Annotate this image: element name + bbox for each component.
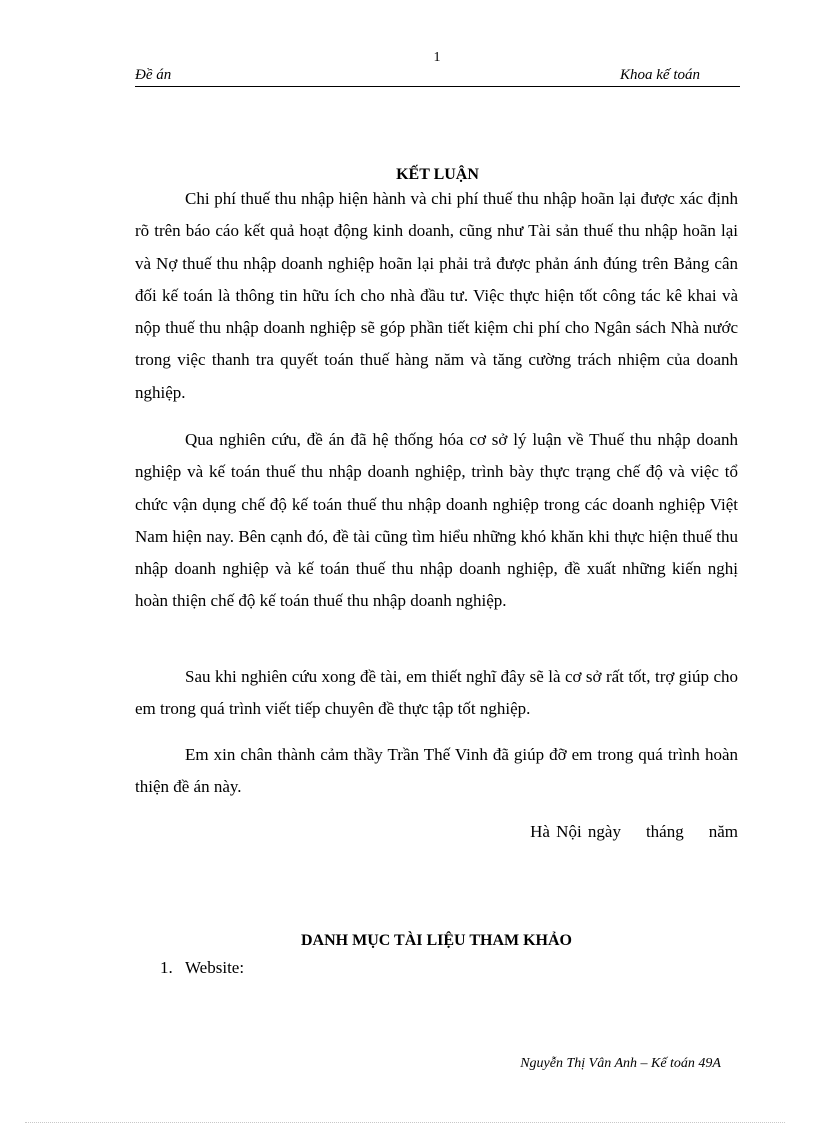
- page-footer: Nguyễn Thị Vân Anh – Kế toán 49A: [520, 1056, 721, 1071]
- header-right-label: Khoa kế toán: [620, 67, 700, 83]
- header-left-label: Đề án: [135, 67, 172, 83]
- reference-text: Website:: [185, 958, 245, 977]
- page-number: 1: [433, 50, 441, 65]
- conclusion-paragraph: Qua nghiên cứu, đề án đã hệ thống hóa cơ sở lý luận về Thuế thu nhập doanh nghiệp và kế toán thuế thu nhập doanh nghiệp, trình bày thực trạng chế độ và việc tổ chức vận dụng chế độ kế toán thuế thu nhập doanh nghiệp trong các doanh nghiệp Việt Nam hiện nay. Bên cạnh đó, đề tài cũng tìm hiểu những khó khăn khi thực hiện thuế thu nhập doanh nghiệp và kế toán thuế thu nhập doanh nghiệp, đề xuất những kiến nghị hoàn thiện chế độ kế toán thuế thu nhập doanh nghiệp.: [135, 430, 738, 611]
- signoff-date-line: Hà Nội ngày tháng năm: [530, 822, 738, 841]
- page-header: [135, 66, 740, 87]
- conclusion-paragraph: Chi phí thuế thu nhập hiện hành và chi phí thuế thu nhập hoãn lại được xác định rõ trên báo cáo kết quả hoạt động kinh doanh, cũng như Tài sản thuế thu nhập hoãn lại và Nợ thuế thu nhập doanh nghiệp hoãn lại phải trả được phản ánh đúng trên Bảng cân đối kế toán là thông tin hữu ích cho nhà đầu tư. Việc thực hiện tốt công tác kê khai và nộp thuế thu nhập doanh nghiệp sẽ góp phần tiết kiệm chi phí cho Ngân sách Nhà nước trong việc thanh tra quyết toán thuế hàng năm và tăng cường trách nhiệm của doanh nghiệp.: [135, 189, 738, 402]
- conclusion-paragraph: Em xin chân thành cảm thầy Trần Thế Vinh đã giúp đỡ em trong quá trình hoàn thiện đề án này.: [135, 745, 738, 797]
- reference-item: [160, 958, 244, 978]
- conclusion-paragraph: Sau khi nghiên cứu xong đề tài, em thiết nghĩ đây sẽ là cơ sở rất tốt, trợ giúp cho em trong quá trình viết tiếp chuyên đề thực tập tốt nghiệp.: [135, 667, 738, 719]
- reference-number: 1.: [160, 958, 173, 977]
- conclusion-title: KẾT LUẬN: [396, 166, 479, 183]
- references-title: DANH MỤC TÀI LIỆU THAM KHẢO: [301, 932, 572, 949]
